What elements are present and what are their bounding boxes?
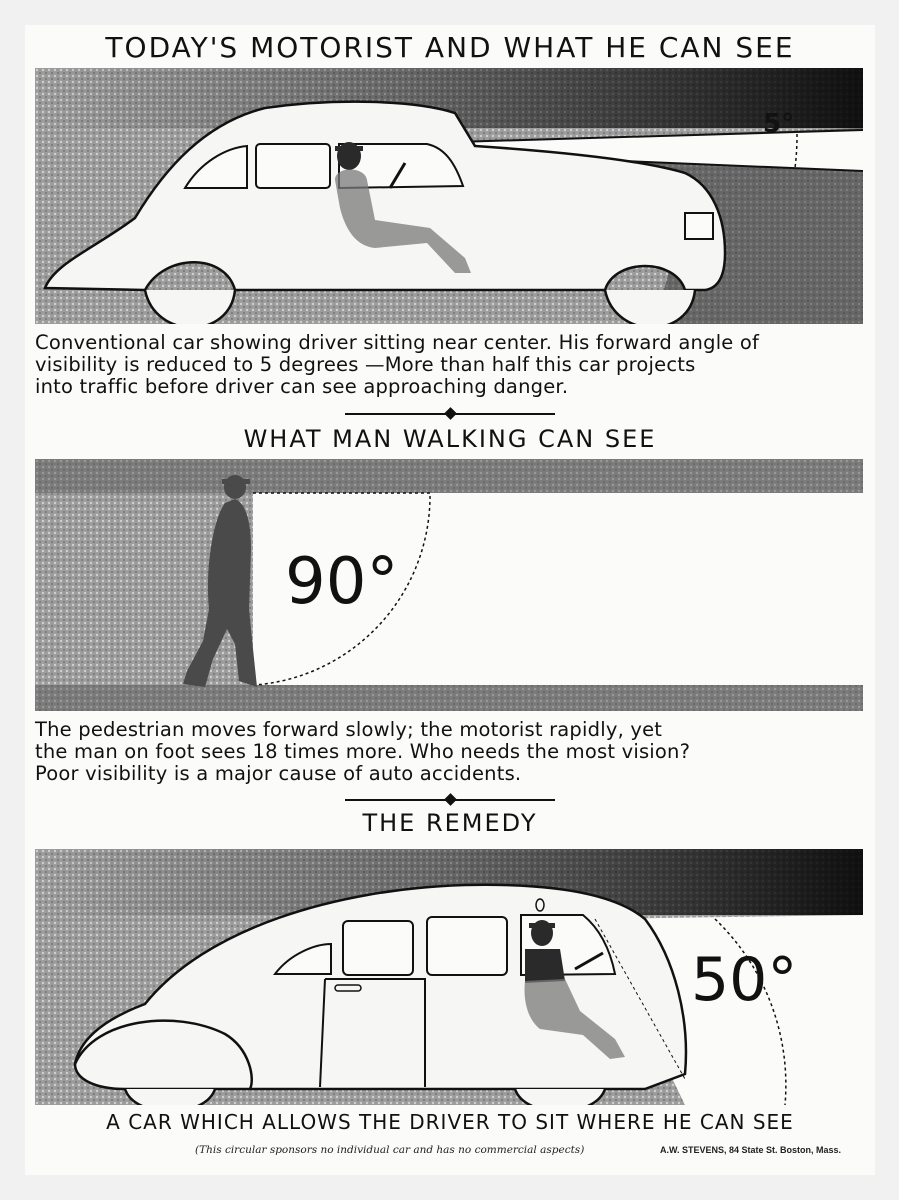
disclaimer-note: (This circular sponsors no individual car and has no commercial aspects) <box>195 1144 585 1156</box>
remedy-title: THE REMEDY <box>362 809 538 837</box>
conventional-car-illustration <box>35 68 863 324</box>
five-degree-label: 5° <box>763 109 795 139</box>
remedy-caption: A CAR WHICH ALLOWS THE DRIVER TO SIT WHERE HE CAN SEE <box>106 1110 794 1134</box>
walker-caption-line-3: Poor visibility is a major cause of auto accidents. <box>35 762 522 785</box>
walker-caption <box>35 719 865 785</box>
poster <box>25 25 875 1175</box>
divider-2-diamond <box>444 793 457 806</box>
motorist-title: TODAY'S MOTORIST AND WHAT HE CAN SEE <box>105 31 795 64</box>
walker-title: WHAT MAN WALKING CAN SEE <box>243 425 657 453</box>
walker-caption-line-2: the man on foot sees 18 times more. Who needs the most vision? <box>35 740 691 763</box>
author-credit: A.W. STEVENS, 84 State St. Boston, Mass. <box>660 1145 842 1155</box>
motorist-caption-line-2: visibility is reduced to 5 degrees —More than half this car projects <box>35 353 696 376</box>
motorist-caption <box>35 332 865 398</box>
ninety-degree-label: 90° <box>285 545 399 619</box>
walker-caption-line-1: The pedestrian moves forward slowly; the motorist rapidly, yet <box>35 718 663 741</box>
motorist-caption-line-3: into traffic before driver can see approaching danger. <box>35 375 569 398</box>
pedestrian-illustration <box>35 459 863 711</box>
divider-1-diamond <box>444 407 457 420</box>
motorist-caption-line-1: Conventional car showing driver sitting near center. His forward angle of <box>35 331 760 354</box>
fifty-degree-label: 50° <box>691 945 798 1015</box>
